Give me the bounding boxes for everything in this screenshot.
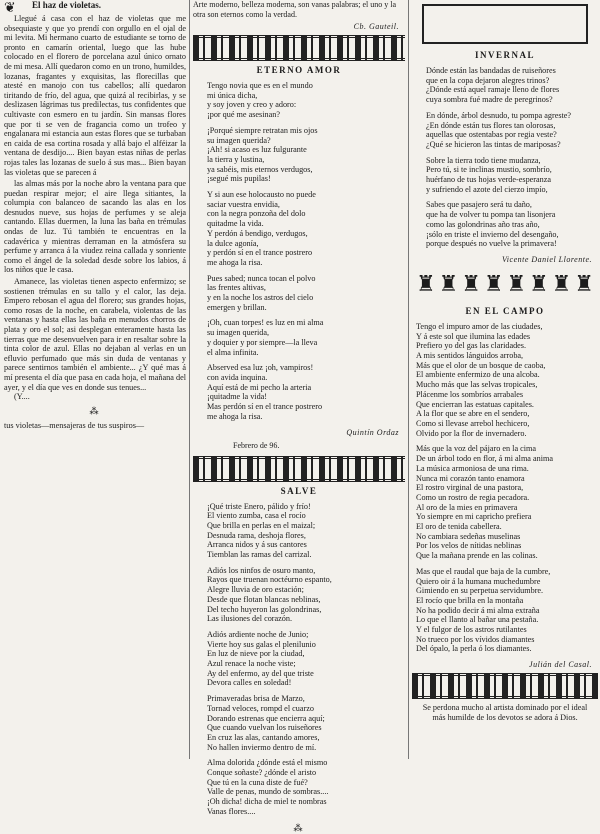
poem-line: la dulce agonía,: [207, 238, 259, 248]
poem-en-el-campo: [416, 322, 598, 654]
poem-line: El rocío que brilla en la montaña: [416, 595, 524, 605]
poem-line: que en la copa dejaron alegres trinos?: [426, 75, 550, 85]
poem-line: ¡Oh dicha! dicha de miel te nombras: [207, 797, 327, 807]
paragraph-tail: tus violetas—mensajeras de tus suspiros—: [4, 420, 145, 430]
poem-line: Nunca mi corazón tanto enamora: [416, 473, 525, 483]
paragraph: Llegué á casa con el haz de violetas que me obsequiaste y que yo prendí con orgullo en el ojal de mi levita. Mi hermano cuarto de estudiante se torno de pronto en camarín oriental, luego que las hube colocado en el florero de porcelana azul único ornato de mi mesa. Allí quedaron como en un trono, humildes, lozanas, fragantes y exquisitas, las florecillas que atesté en manojo con tus cabellos; allí quedaron tiritando de frío, del agua, que quizá al recibirlas, y se deslizasen lágrimas tus predilectas, tus confidentes que cultivaste con esmero en tu jardín. Sin mansas flores que por ti se ven de fragancia como un trofeo y engalanara mi estancia aun estas flores que se turbaban en caida de esa cortina rosada y allá bajo el alféizar la ventana de desdijo.... Bien bayan estas niñas de perlas rojas tales las lozanas de suelo á sus mas... Bien bayan las violetas que se parecen á: [4, 14, 186, 177]
poem-line: ¡Oh, cuan torpes! es luz en mi alma: [207, 318, 324, 328]
poem-line: Tengo el impuro amor de las ciudades,: [416, 321, 543, 331]
poem-line: mi única dicha,: [207, 90, 258, 100]
stanza: [416, 322, 598, 438]
poem-line: que ha de volver tu pompa tan lisonjera: [426, 210, 556, 220]
poem-line: porque después no vuelve la primavera!: [426, 239, 557, 249]
stanza: [207, 363, 405, 421]
paragraph: las almas más por la noche abro la ventana para que puedan respirar mejor; el aire llega sitiantes, la columpia con balanceo de sacando las alas en los desnudos nueve, sus hojas de perfumes y se aleja cantando. Ellas duermen, la luna las baña en trémulas ondas de luz. Tú también te encuentras en la cadavérica y mientras derraman en la atmósfera su perfume y arranca á la viudez reina callada y sonriente como el ángel de la soledad desde sobre los labios, á los niños que le casa.: [4, 179, 186, 275]
figure-icon: ♜: [438, 270, 459, 296]
poem-line: su imagen querida,: [207, 328, 270, 338]
poem-line: Por los velos de nítidas neblinas: [416, 541, 522, 551]
stanza: [416, 567, 598, 654]
poem-line: Más que la voz del pájaro en la cima: [416, 444, 537, 454]
poem-line: El viento zumba, casa el rocío: [207, 511, 306, 521]
poem-line: ¡sólo en triste el invierno del desengaño,: [426, 229, 559, 239]
ornament-figures: [416, 272, 594, 296]
poem-line: La música armoniosa de una rima.: [416, 463, 529, 473]
poem-line: Que tú en la cuna diste de fué?: [207, 777, 308, 787]
separator-stars-icon: ⁂: [89, 405, 101, 416]
poem-line: y en la noche los astros del cielo: [207, 293, 314, 303]
poem-signature: Quintín Ordaz: [346, 427, 399, 437]
poem-line: Azul renace la noche viste;: [207, 659, 296, 669]
stanza: [207, 502, 405, 560]
column-left: [4, 0, 186, 759]
stanza: [207, 694, 405, 752]
poem-signature: Julián del Casal.: [529, 660, 592, 670]
stanza: [207, 758, 405, 816]
poem-line: Gimiendo en su perpetua servidumbre.: [416, 586, 544, 596]
stanza: [207, 126, 405, 184]
poem-line: Desde que flotan blancas neblinas,: [207, 594, 321, 604]
figure-icon: ♜: [506, 270, 527, 296]
poem-line: Desnuda rama, deshoja flores,: [207, 530, 306, 540]
poem-line: Yo siempre en mi capricho prefiera: [416, 512, 532, 522]
poem-line: con avida inquina.: [207, 372, 268, 382]
poem-line: Y á este sol que ilumina las edades: [416, 331, 531, 341]
poem-line: ¿Dónde está aquel ramaje lleno de flores: [426, 85, 560, 95]
figure-icon: ♜: [574, 270, 594, 296]
column-center: [193, 0, 405, 833]
poem-line: No hallen inviermo dentro de mí.: [207, 742, 317, 752]
poem-line: quitadme la vida.: [207, 219, 264, 229]
poem-line: Como un rostro de regia pecadora.: [416, 492, 530, 502]
poem-line: Adiós ardiente noche de Junio;: [207, 629, 309, 639]
poem-line: A mis sentidos lánguidos arroba,: [416, 351, 524, 361]
poem-title: ETERNO AMOR: [256, 65, 342, 75]
poem-line: ¿En dónde están tus flores tan olorosas,: [426, 120, 556, 130]
poem-line: Aquí está de mi pecho la arteria: [207, 382, 312, 392]
poem-line: Vierte hoy sus galas el plenilunio: [207, 639, 316, 649]
article-title: El haz de violetas.: [32, 0, 101, 10]
poem-line: Que encierran las estatuas capitales.: [416, 399, 534, 409]
poem-line: ¡Qué triste Enero, pálido y frío!: [207, 501, 311, 511]
poem-line: Tengo novia que es en el mundo: [207, 81, 313, 90]
poem-line: ya sabéis, mis eternos verdugos,: [207, 164, 313, 174]
stanza: [426, 156, 598, 195]
poem-line: Sobre la tierra todo tiene mudanza,: [426, 155, 541, 165]
poem-line: las frentes altivas,: [207, 283, 266, 293]
poem-line: Que brilla en perlas en el maizal;: [207, 520, 316, 530]
poem-line: Rayos que truenan noctéurno espanto,: [207, 575, 332, 585]
poem-line: ¡quitadme la vida!: [207, 392, 268, 402]
poem-date: Febrero de 96.: [233, 440, 280, 450]
poem-line: cuya sombra fué madre de peregrinos?: [426, 95, 553, 105]
poem-line: Quiero oir á la humana muchedumbre: [416, 576, 541, 586]
quote-signature: Cb. Gauteil.: [353, 22, 399, 31]
poem-line: Pues sabed; nunca tocan el polvo: [207, 273, 316, 283]
poem-line: Plácenme los sombríos arrabales: [416, 389, 524, 399]
poem-line: ¡Porqué siempre retratan mis ojos: [207, 125, 318, 135]
poem-title: SALVE: [280, 485, 318, 496]
poem-line: ¡Ah! si acaso es luz fulgurante: [207, 145, 307, 155]
poem-line: Ay del enfermo, ay del que triste: [207, 668, 314, 678]
stanza: [207, 274, 405, 313]
poem-line: Primaveradas brisa de Marzo,: [207, 694, 305, 704]
poem-line: Arranca nidos y á sus cantores: [207, 540, 307, 550]
column-right: [412, 0, 598, 759]
poem-line: En luz de nieve por la ciudad,: [207, 649, 305, 659]
poem-line: No trueco por los vívidos diamantes: [416, 634, 535, 644]
stanza: [207, 318, 405, 357]
poem-line: aquellas que ostentabas por regia veste?: [426, 130, 557, 140]
figure-icon: ♜: [416, 270, 436, 296]
poem-line: Abserved esa luz ¡oh, vampiros!: [207, 363, 314, 373]
poem-line: como las golondrinas año tras año,: [426, 219, 540, 229]
poem-line: El oro de tenida cabellera.: [416, 522, 502, 532]
stanza: [207, 566, 405, 624]
poem-line: Sabes que pasajero será tu daño,: [426, 200, 532, 210]
figure-icon: ♜: [551, 270, 572, 296]
poem-line: el alma infinita.: [207, 347, 259, 357]
poem-line: la tierra y lustina,: [207, 154, 265, 164]
ornament-banner: [422, 4, 588, 44]
poem-line: Tornad veloces, rompd el cuarzo: [207, 703, 314, 713]
stanza: [207, 630, 405, 688]
paragraph: Amanece, las violetas tienen aspecto enfermizo; se sostienen trémulas en su tallo y el calor, las deja. Empero rebosan el agua del florero; sus grandes hojas, como rosas de la noche, en carabela, violentas de las ventanas y hasta ellas las baña en menudos chorros de plata y oro el sol; asi desplegan enteramente hasta las tierras que me desenvuelven para ir en resaltar sobre la tinta color de azul. Ellas no dejaban al verlas en un efluvio perfumado que más sin duda de ventanas y parece sentirnos también el ambiente... ¿Y qué mas á mí presenta el día que pasa en cada hoja, el mañana del ayer, y el día que ves en donde sus tenues...: [4, 277, 186, 392]
poem-line: Valle de penas, mundo de sombras....: [207, 787, 329, 797]
stanza: [426, 200, 598, 249]
poem-line: y soy joven y creo y adoro:: [207, 100, 297, 110]
poem-title: INVERNAL: [474, 50, 535, 60]
stanza: [426, 66, 598, 105]
closing-note: Se perdona mucho al artista dominado por el ideal más humilde de los devotos se adora á Dios.: [422, 703, 588, 722]
poem-line: Lo que el llanto al bañar una pestaña.: [416, 615, 539, 625]
ornament-band: [193, 35, 405, 61]
poem-invernal: [426, 66, 598, 249]
column-rule-left: [189, 0, 190, 759]
poem-line: En cruz las alas, cantando amores,: [207, 732, 320, 742]
poem-line: me ahoga la risa.: [207, 257, 263, 267]
poem-line: ¿Qué se hicieron las tintas de mariposas?: [426, 139, 561, 149]
poem-line: Mucho más que las selvas tropicales,: [416, 380, 538, 390]
poem-line: En dónde, árbol desnudo, tu pompa agreste?: [426, 110, 572, 120]
poem-line: Y perdón á bendigo, verdugos,: [207, 228, 308, 238]
poem-line: Tiemblan las ramas del carrizal.: [207, 550, 312, 560]
poem-line: No cambiara sedeñas muselinas: [416, 531, 521, 541]
poem-line: Alma dolorida ¿dónde está el mismo: [207, 758, 328, 768]
article-body: [4, 14, 186, 402]
poem-line: Que la mañana prende en las colinas.: [416, 551, 538, 561]
poem-line: ¡por qué me asesinan?: [207, 110, 280, 120]
poem-line: huérfano de tus hojas verde-esperanza: [426, 175, 552, 185]
poem-line: Y el fulgor de los astros rutilantes: [416, 625, 527, 635]
separator-stars-icon: ⁂: [293, 822, 305, 833]
poem-line: y doquier y por siempre—la lleva: [207, 337, 318, 347]
poem-title: EN EL CAMPO: [465, 305, 545, 316]
stanza: [207, 190, 405, 268]
poem-line: Las ilusiones del corazón.: [207, 614, 293, 624]
poem-line: Dorando estrenas que encierra aquí;: [207, 713, 325, 723]
poem-line: Prefiero yo del gas las claridades.: [416, 341, 527, 351]
poem-line: Conque soñaste? ¿dónde el aristo: [207, 768, 317, 778]
poem-line: Y si aun ese holocausto no puede: [207, 190, 316, 200]
ornament-band: [193, 456, 405, 482]
figure-icon: ♜: [483, 270, 504, 296]
poem-line: con la negra ponzoña del dolo: [207, 209, 306, 219]
figure-icon: ♜: [529, 270, 549, 296]
figure-icon: ♜: [461, 270, 481, 296]
column-rule-right: [408, 0, 409, 759]
poem-line: y perdón sí en el trance postrero: [207, 248, 313, 258]
poem-line: El rostro virginal de una pastora,: [416, 483, 524, 493]
poem-line: El ambiente enfermizo de una alcoba.: [416, 370, 540, 380]
quote-text: Arte moderno, belleza moderna, son vanas palabras; el uno y la otra son eternos como la verdad.: [193, 0, 397, 19]
poem-signature: Vicente Daniel Llorente.: [502, 254, 592, 264]
paragraph: (Y....: [14, 392, 30, 402]
poem-line: Devora calles en soledad!: [207, 678, 292, 688]
poem-line: A la flor que se abre en el sendero,: [416, 409, 530, 419]
stanza: [207, 81, 405, 120]
poem-line: Vanas flores....: [207, 806, 256, 816]
poem-line: Que cuando vuelvan los ruiseñores: [207, 723, 322, 733]
poem-line: Alegre lluvia de oro estación;: [207, 585, 304, 595]
stanza: [416, 444, 598, 560]
poem-line: Mas perdón sí en el trance postrero: [207, 402, 323, 412]
poem-line: De un árbol todo en flor, á mi alma anima: [416, 454, 553, 464]
poem-eterno-amor: [207, 81, 405, 422]
poem-line: Más que el olor de un bosque de caoba,: [416, 360, 546, 370]
poem-line: saciar vuestra envidia,: [207, 199, 280, 209]
poem-line: Adiós los ninfos de osuro manto,: [207, 565, 316, 575]
poem-line: Olvido por la flor de invernadero.: [416, 428, 527, 438]
poem-line: Como si llevase arrebol hechicero,: [416, 418, 530, 428]
poem-salve: [207, 502, 405, 817]
poem-line: me ahoga la risa.: [207, 411, 263, 421]
poem-line: Al oro de la mies en primavera: [416, 502, 518, 512]
poem-line: emergen y brillan.: [207, 302, 267, 312]
poem-line: su imagen querida?: [207, 135, 271, 145]
poem-line: Mas que el raudal que baja de la cumbre,: [416, 566, 551, 576]
poem-line: Dónde están las bandadas de ruiseñores: [426, 66, 556, 75]
poem-line: y sufriendo el azote del cierzo impío,: [426, 184, 548, 194]
poem-line: ¡segué mis pupilas!: [207, 174, 271, 184]
poem-line: Del ópalo, la perla ó los diamantes.: [416, 644, 532, 654]
poem-line: Pero tú, si te inclinas mustio, sombrío,: [426, 165, 552, 175]
ornament-band: [412, 673, 598, 699]
poem-line: No ha podido decir á mi alma extraña: [416, 605, 540, 615]
ornament-flourish-icon: ❦: [4, 1, 16, 16]
stanza: [426, 111, 598, 150]
poem-line: Del techo huyeron las golondrinas,: [207, 604, 322, 614]
